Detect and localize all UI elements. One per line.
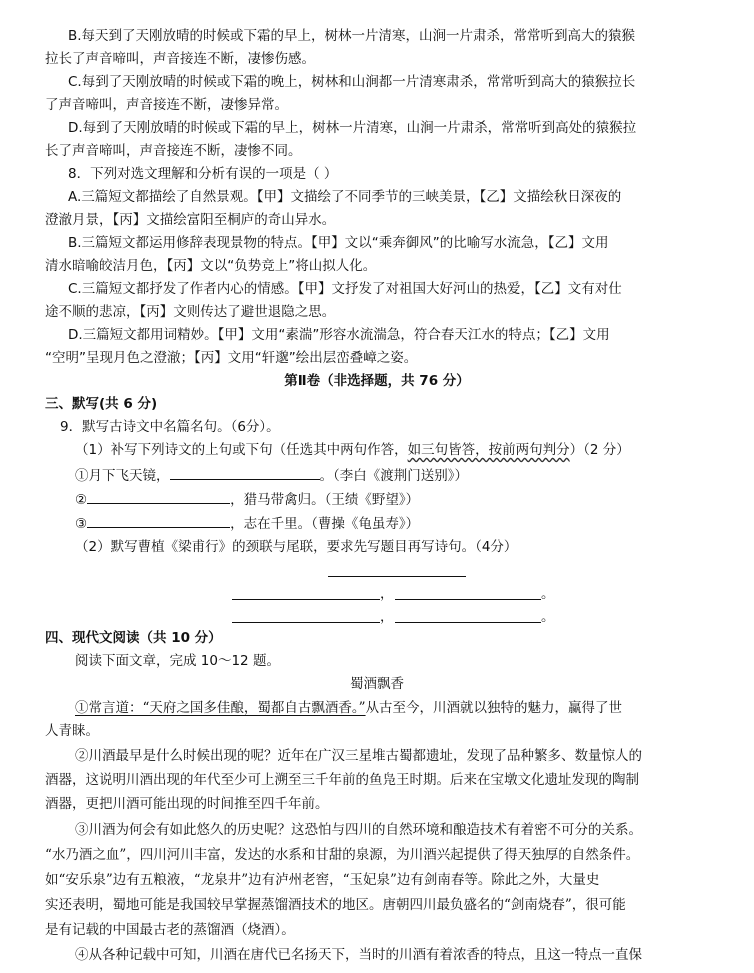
q9-sub1-text-c: ）（2 分） [569,442,630,458]
poem-line3-blank[interactable] [232,622,380,623]
article-p3-line4: 实还表明，蜀地可能是我国较早掌握蒸馏酒技术的地区。唐朝四川最负盛名的“剑南烧春”，很可能 [45,897,626,913]
poem-line3-comma: ， [380,609,394,625]
q9-item1 [75,465,468,486]
q8-option-b-line2: 清水暗喻皎洁月色，【丙】文以“负势竞上”将山拟人化。 [45,258,377,274]
article-p3-line1: ③川酒为何会有如此悠久的历史呢？这恐怕与四川的自然环境和酿造技术有着密不可分的关系。 [75,822,642,838]
q7-option-b-line1: B.每天到了天刚放晴的时候或下霜的早上，树林一片清寒，山涧一片肃杀，常常听到高大的猿猴 [68,28,636,44]
q9-item2-number: ② [75,492,88,508]
q9-item1-source: 。（李白《渡荆门送别》） [319,468,468,484]
q9-item3-number: ③ [75,516,88,532]
article-p1-line2: 人青睐。 [45,723,99,739]
q7-option-b-line2: 拉长了声音啼叫，声音接连不断，凄惨伤感。 [45,51,315,67]
q8-option-a-line2: 澄澈月景，【丙】文描绘富阳至桐庐的奇山异水。 [45,212,336,228]
article-p3-line5: 是有记载的中国最古老的蒸馏酒（烧酒）。 [45,922,295,938]
poem-line1-blank[interactable] [232,599,380,600]
article-p3-line3: 如“安乐泉”边有五粮液，“龙泉井”边有泸州老窖，“玉妃泉”边有剑南春等。除此之外，大量史 [45,872,600,888]
q9-item3-answer-blank[interactable] [87,513,230,528]
q9-item1-prompt: ①月下飞天镜， [75,468,170,484]
q7-option-d-line2: 长了声音啼叫，声音接连不断，凄惨不同。 [45,143,302,159]
poem-line1-comma: ， [380,586,394,602]
q9-sub1 [75,440,630,460]
poem-line4-period: 。 [541,609,555,625]
q9-sub2: （2）默写曹植《梁甫行》的颈联与尾联，要求先写题目再写诗句。（4分） [75,539,518,555]
article-title: 蜀酒飘香 [350,676,404,692]
q9-sub1-wavy-note: 如三句皆答，按前两句判分 [407,442,570,458]
reading-instruction: 阅读下面文章，完成 10～12 题。 [75,653,280,669]
poem-line4-blank[interactable] [395,622,541,623]
section3-title: 三、默写(共 6 分) [45,396,158,412]
q9-item3-source: ，志在千里。（曹操《龟虽寿》） [230,516,420,532]
q8-option-c-line2: 途不顺的悲凉，【丙】文则传达了避世退隐之思。 [45,304,336,320]
q8-option-c-line1: C.三篇短文都抒发了作者内心的情感。【甲】文抒发了对祖国大好河山的热爱，【乙】文有对仕 [68,281,622,297]
q7-option-d-line1: D.每到了天刚放晴的时候或下霜的早上，树林一片清寒，山涧一片肃杀，常常听到高处的猿猴拉 [68,120,637,136]
q8-option-d-line1: D.三篇短文都用词精妙。【甲】文用“素湍”形容水流湍急，符合春天江水的特点；【乙】文用 [68,327,610,343]
q9-item1-answer-blank[interactable] [170,465,320,480]
q7-option-c-line1: C.每到了天刚放晴的时候或下霜的晚上，树林和山涧都一片清寒肃杀，常常听到高大的猿猴拉长 [68,74,636,90]
article-p3-line2: “水乃酒之血”，四川河川丰富，发达的水系和甘甜的泉源，为川酒兴起提供了得天独厚的自然条件。 [45,847,640,863]
article-p1-line1 [75,698,622,718]
section4-title: 四、现代文阅读（共 10 分） [45,630,222,646]
article-p2-line3: 酒器，更把川酒可能出现的时间推至四千年前。 [45,796,329,812]
q9-item2-source: ，猎马带禽归。（王绩《野望》） [230,492,420,508]
article-p1-quote: ①常言道：“天府之国多佳酿，蜀都自古飘酒香。” [75,700,366,716]
q8-option-d-line2: “空明”呈现月色之澄澈；【丙】文用“轩邈”绘出层峦叠嶂之姿。 [45,350,418,366]
poem-line2-period: 。 [541,586,555,602]
article-p1-rest: 从古至今，川酒就以独特的魅力，赢得了世 [365,700,623,716]
part2-title: 第Ⅱ卷（非选择题，共 76 分） [284,373,470,389]
article-p2-line2: 酒器，这说明川酒出现的年代至少可上溯至三千年前的鱼凫王时期。后来在宝墩文化遗址发现的陶制 [45,772,639,788]
q9-sub1-text-a: （1）补写下列诗文的上句或下句（任选其中两句作答， [75,442,408,458]
q9-stem: 9．默写古诗文中名篇名句。（6分）。 [60,419,280,435]
q7-option-c-line2: 了声音啼叫，声音接连不断，凄惨异常。 [45,97,288,113]
q9-item2 [75,489,419,510]
poem-line2-blank[interactable] [395,599,541,600]
q8-stem: 8．下列对选文理解和分析有误的一项是（ ） [68,166,338,182]
poem-title-blank[interactable] [328,576,466,577]
q8-option-b-line1: B.三篇短文都运用修辞表现景物的特点。【甲】文以“乘奔御风”的比喻写水流急，【乙】文用 [68,235,609,251]
q8-option-a-line1: A.三篇短文都描绘了自然景观。【甲】文描绘了不同季节的三峡美景，【乙】文描绘秋日深夜的 [68,189,622,205]
article-p4-line1: ④从各种记载中可知，川酒在唐代已名扬天下，当时的川酒有着浓香的特点，且这一特点一直保 [75,947,642,963]
q9-item2-answer-blank[interactable] [87,489,230,504]
article-p2-line1: ②川酒最早是什么时候出现的呢？近年在广汉三星堆古蜀都遗址，发现了品种繁多、数量惊人的 [75,748,642,764]
q9-item3 [75,513,419,534]
